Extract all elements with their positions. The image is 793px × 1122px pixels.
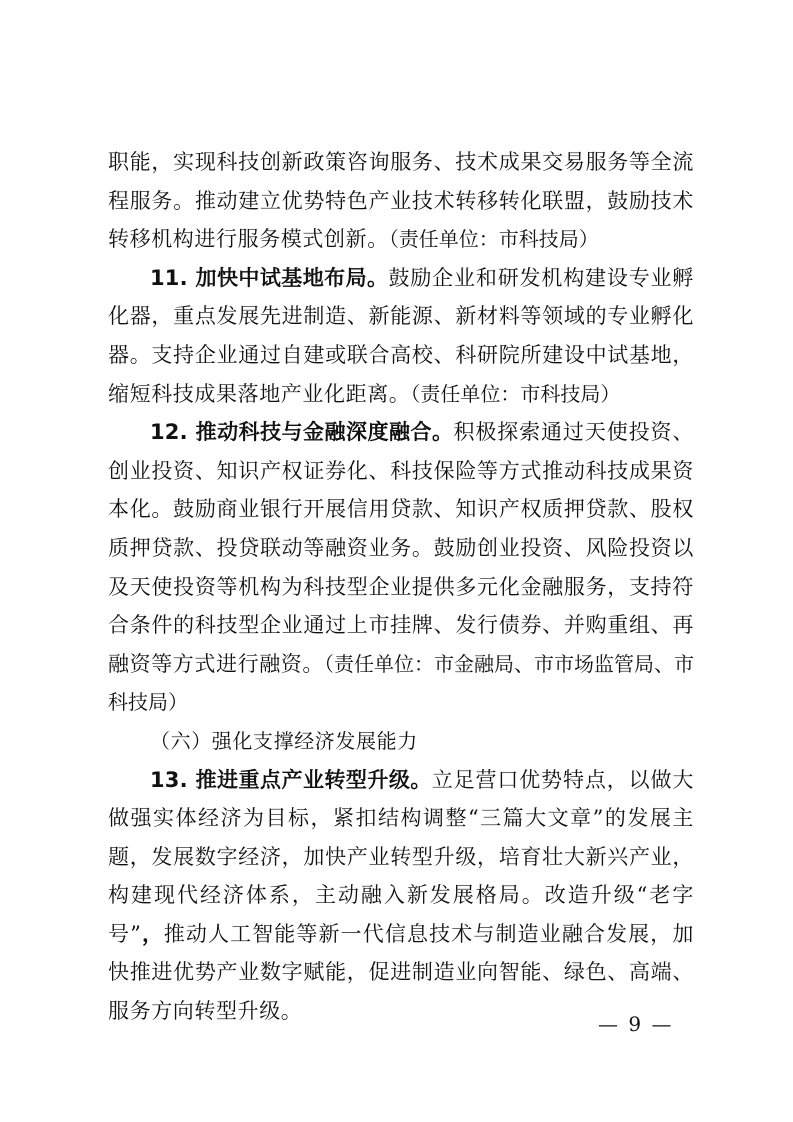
document-body (108, 143, 694, 1031)
paragraph-continued-text: 职能，实现科技创新政策咨询服务、技术成果交易服务等全流程服务。推动建立优势特色产业技术转移转化联盟，鼓励技术转移机构进行服务模式创新。 (108, 150, 694, 252)
item-11 (108, 259, 694, 413)
item-12 (108, 413, 694, 722)
responsibility-unit: （责任单位：市金融局、市市场监管局、市科技局） (108, 651, 694, 715)
item-13 (108, 761, 694, 1031)
item-11-heading: 11. 加快中试基地布局。 (150, 265, 389, 290)
paragraph-continued (108, 143, 694, 259)
page-number: — 9 — (598, 1012, 674, 1036)
item-13-body-part2: 推动人工智能等新一代信息技术与制造业融合发展，加快推进优势产业数字赋能，促进制造业向智能、绿色、高端、服务方向转型升级。 (108, 921, 695, 1024)
responsibility-unit: （责任单位：市科技局） (410, 381, 621, 406)
item-11-body: 鼓励企业和研发机构建设专业孵化器，重点发展先进制造、新能源、新材料等领域的专业孵化器。支持企业通过自建或联合高校、科研院所建设中试基地，缩短科技成果落地产业化距离。 (108, 265, 694, 406)
item-13-bold-comma: ， (141, 921, 164, 946)
item-12-heading: 12. 推动科技与金融深度融合。 (150, 420, 454, 445)
section-6-heading: （六）强化支撑经济发展能力 (150, 728, 418, 753)
item-13-body-part1: 立足营口优势特点，以做大做强实体经济为目标，紧扣结构调整“三篇大文章”的发展主题，发展数字经济，加快产业转型升级，培育壮大新兴产业，构建现代经济体系，主动融入新发展格局。改造升级“老字号” (108, 767, 694, 946)
item-12-body: 积极探索通过天使投资、创业投资、知识产权证券化、科技保险等方式推动科技成果资本化。鼓励商业银行开展信用贷款、知识产权质押贷款、股权质押贷款、投贷联动等融资业务。鼓励创业投资、风险投资以及天使投资等机构为科技型企业提供多元化金融服务，支持符合条件的科技型企业通过上市挂牌、发行债券、并购重组、再融资等方式进行融资。 (108, 420, 694, 676)
responsibility-unit: （责任单位：市科技局） (388, 227, 599, 252)
item-13-heading: 13. 推进重点产业转型升级。 (150, 767, 432, 792)
